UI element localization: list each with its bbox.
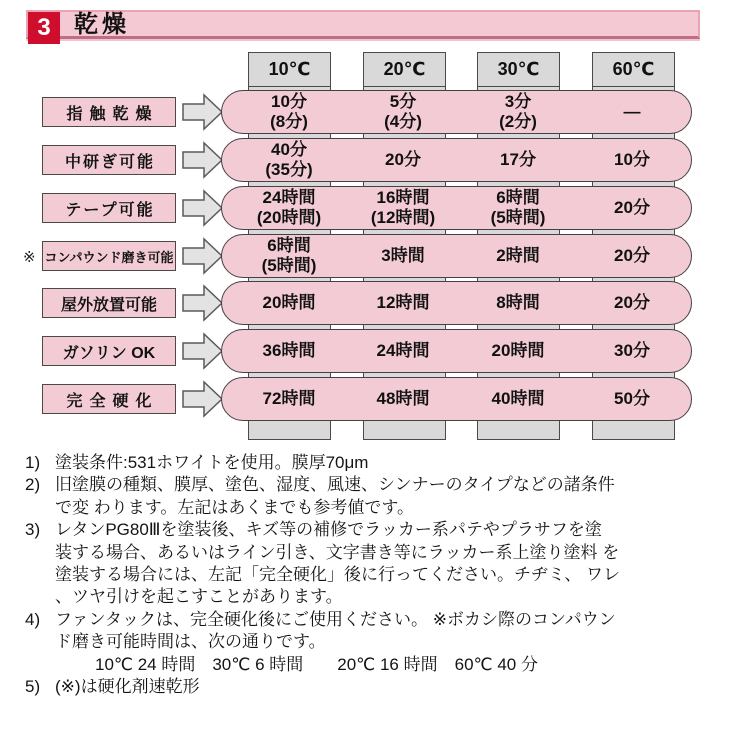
section-title: 乾燥 [74,11,130,38]
row-values-pill [221,90,692,134]
row-label: 屋外放置可能 [42,288,176,318]
value-cell: 10分 (8分) [270,92,308,131]
asterisk-marker: ※ [23,249,36,266]
value-cell: 6時間 (5時間) [261,236,317,275]
value-cell: 24時間 [376,341,430,360]
value-cell: 50分 [614,389,650,408]
row-values-pill [221,281,692,325]
value-cell: 12時間 [376,293,430,312]
row-values-pill [221,186,692,230]
section-number-badge: 3 [28,12,60,44]
value-cell: 20時間 [262,293,316,312]
value-cell: 20分 [614,246,650,265]
note-number: 2) [25,475,41,495]
value-cell: 40時間 [491,389,545,408]
value-cell: — [623,102,641,121]
note-line: 塗装する場合には、左記「完全硬化」後に行ってください。チヂミ、 ワレ [55,565,621,585]
row-label: 中研ぎ可能 [42,145,176,175]
row-values-pill [221,138,692,182]
value-cell: 30分 [614,341,650,360]
value-cell: 24時間 (20時間) [256,188,322,227]
note-line: レタンPG80Ⅲを塗装後、キズ等の補修でラッカー系パテやプラサフを塗 [55,520,602,540]
arrow-right-icon [182,189,224,227]
note-item [25,452,717,474]
note-number: 3) [25,520,41,540]
arrow-right-icon [182,93,224,131]
note-number: 5) [25,677,41,697]
row-values-pill [221,377,692,421]
table-row [0,138,730,182]
note-item [25,676,717,698]
note-line: ド磨き可能時間は、次の通りです。 [55,632,326,652]
value-cell: 40分 (35分) [265,140,313,179]
note-line: 装する場合、あるいはライン引き、文字書き等にラッカー系上塗り塗料 を [55,542,620,562]
note-line: 、ツヤ引けを起こすことがあります。 [55,587,343,607]
value-cell: 36時間 [262,341,316,360]
note-number: 4) [25,609,41,629]
row-values-pill [221,234,692,278]
table-row [0,329,730,373]
value-cell: 20分 [385,150,421,169]
section-banner [26,10,700,39]
value-cell: 2時間 [496,246,540,265]
note-line: 塗装条件:531ホワイトを使用。膜厚70μm [55,453,369,472]
note-item [25,519,717,609]
row-label: コンパウンド磨き可能 [42,241,176,271]
value-cell: 20分 [614,198,650,217]
table-row [0,281,730,325]
row-label: 完全硬化 [42,384,176,414]
arrow-right-icon [182,284,224,322]
column-header-60c: 60℃ [592,52,675,87]
column-header-10c: 10℃ [248,52,331,87]
row-label: 指触乾燥 [42,97,176,127]
value-cell: 6時間 (5時間) [490,188,546,227]
value-cell: 17分 [500,150,536,169]
note-number: 1) [25,453,41,472]
value-cell: 3時間 [381,246,425,265]
value-cell: 16時間 (12時間) [370,188,436,227]
arrow-right-icon [182,237,224,275]
note-line: 旧塗膜の種類、膜厚、塗色、湿度、風速、シンナーのタイプなどの諸条件 [55,475,615,495]
column-header-20c: 20℃ [363,52,446,87]
note-item [25,474,717,519]
table-row [0,186,730,230]
arrow-right-icon [182,380,224,418]
value-cell: 48時間 [376,389,430,408]
note-times-line: 10℃ 24 時間 30℃ 6 時間 20℃ 16 時間 60℃ 40 分 [95,654,538,674]
value-cell: 10分 [614,150,650,169]
value-cell: 20時間 [491,341,545,360]
note-item [25,609,717,676]
value-cell: 20分 [614,293,650,312]
arrow-right-icon [182,332,224,370]
table-row [0,377,730,421]
table-row [0,90,730,134]
value-cell: 72時間 [262,389,316,408]
note-line: で変 わります。左記はあくまでも参考値です。 [55,497,415,517]
table-row [0,234,730,278]
note-line: ファンタックは、完全硬化後にご使用ください。 ※ボカシ際のコンパウン [55,609,616,629]
note-line: (※)は硬化剤速乾形 [55,677,200,697]
value-cell: 8時間 [496,293,540,312]
arrow-right-icon [182,141,224,179]
footnotes [25,452,717,698]
value-cell: 3分 (2分) [499,92,537,131]
value-cell: 5分 (4分) [384,92,422,131]
row-label: テープ可能 [42,193,176,223]
column-header-30c: 30℃ [477,52,560,87]
row-label: ガソリン OK [42,336,176,366]
row-values-pill [221,329,692,373]
